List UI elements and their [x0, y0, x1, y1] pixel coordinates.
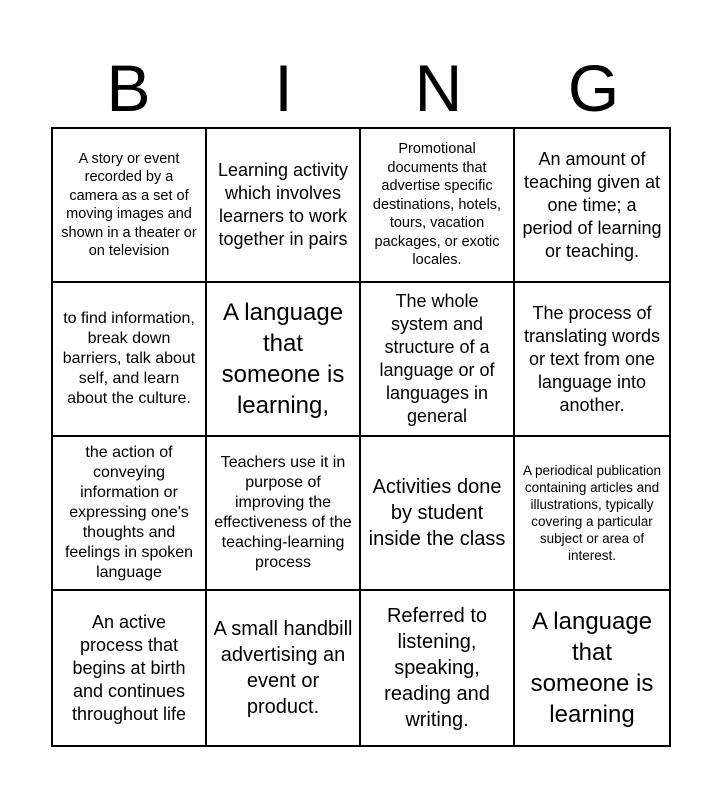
bingo-cell[interactable] [53, 437, 207, 591]
bingo-header [51, 52, 671, 124]
bingo-cell[interactable] [53, 591, 207, 745]
cell-text: Promotional documents that advertise specific destinations, hotels, tours, vacation packages, or exotic locales. [372, 141, 502, 269]
bingo-cell[interactable] [361, 437, 515, 591]
header-letter-n: N [414, 51, 463, 125]
bingo-cell[interactable] [361, 129, 515, 283]
bingo-cell[interactable] [515, 437, 669, 591]
cell-text: Activities done by student inside the class [368, 476, 506, 550]
bingo-cell[interactable] [361, 591, 515, 745]
cell-text: The whole system and structure of a language or of languages in general [379, 291, 495, 426]
bingo-cell[interactable] [53, 129, 207, 283]
cell-text: Learning activity which involves learners to work together in pairs [217, 160, 349, 249]
cell-text: A small handbill advertising an event or product. [213, 618, 353, 718]
header-letter-b: B [106, 51, 151, 125]
cell-text: An active process that begins at birth and continues throughout life [71, 611, 187, 724]
bingo-board [51, 127, 671, 747]
cell-text: A language that someone is learning [530, 608, 654, 728]
cell-text: A language that someone is learning, [221, 299, 345, 419]
bingo-cell[interactable] [207, 437, 361, 591]
bingo-cell[interactable] [515, 129, 669, 283]
cell-text: to find information, break down barriers, talk about self, and learn about the culture. [62, 310, 196, 407]
cell-text: Teachers use it in purpose of improving the effectiveness of the teaching-learning process [214, 454, 352, 571]
bingo-cell[interactable] [515, 283, 669, 437]
bingo-cell[interactable] [361, 283, 515, 437]
bingo-cell[interactable] [53, 283, 207, 437]
bingo-cell[interactable] [207, 129, 361, 283]
bingo-cell[interactable] [207, 283, 361, 437]
bingo-cell[interactable] [515, 591, 669, 745]
cell-text: The process of translating words or text from one language into another. [523, 302, 661, 415]
header-letter-g: G [567, 51, 620, 125]
cell-text: An amount of teaching given at one time; a period of learning or teaching. [522, 148, 662, 261]
header-letter-i: I [274, 51, 293, 125]
cell-text: the action of conveying information or expressing one's thoughts and feelings in spoken language [64, 444, 194, 581]
cell-text: Referred to listening, speaking, reading and writing. [384, 605, 490, 731]
bingo-cell[interactable] [207, 591, 361, 745]
cell-text: A periodical publication containing articles and illustrations, typically covering a particular subject or area of interest. [522, 463, 662, 563]
cell-text: A story or event recorded by a camera as a set of moving images and shown in a theater or on television [61, 150, 197, 259]
